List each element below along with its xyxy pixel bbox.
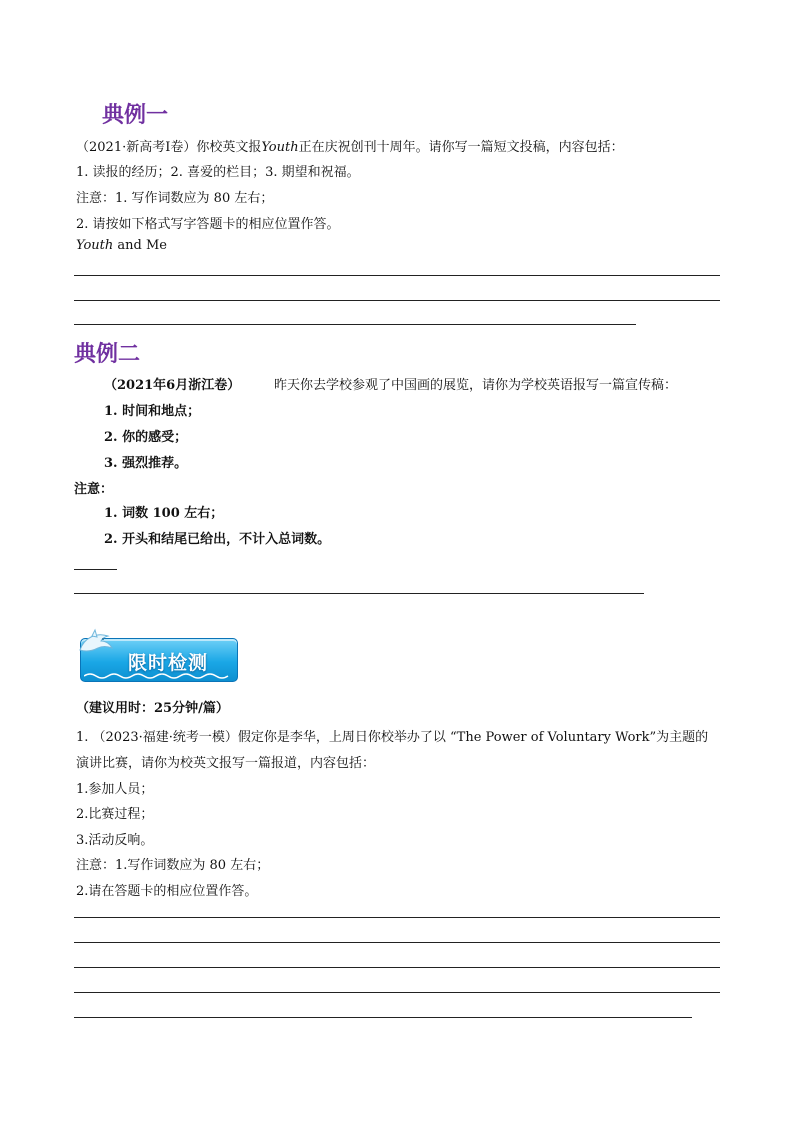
answer-line-short[interactable] [74, 569, 117, 570]
answer-line[interactable] [74, 967, 720, 968]
answer-line[interactable] [74, 1017, 692, 1018]
section-badge [76, 628, 238, 682]
badge-label: 限时检测 [127, 652, 208, 674]
example1-title [76, 238, 167, 253]
question1-item: 2.比赛过程； [76, 807, 154, 822]
answer-line[interactable] [74, 942, 720, 943]
time-advice: （建议用时：25分钟/篇） [76, 701, 229, 716]
question1-item: 1.参加人员； [76, 782, 154, 797]
title-italic: Youth [76, 238, 114, 253]
intro-italic: Youth [261, 140, 299, 155]
example1-note1: 注意：1. 写作词数应为 80 左右； [76, 191, 274, 206]
example1-note2: 2. 请按如下格式写字答题卡的相应位置作答。 [76, 217, 340, 232]
example2-note: 2. 开头和结尾已给出，不计入总词数。 [104, 532, 331, 547]
answer-line[interactable] [74, 275, 720, 276]
answer-line[interactable] [74, 593, 644, 594]
example2-item: 3. 强烈推荐。 [104, 456, 188, 471]
question1-item: 3.活动反响。 [76, 833, 154, 848]
question1-note1: 注意：1.写作词数应为 80 左右； [76, 858, 270, 873]
title-rest: and Me [113, 238, 167, 253]
answer-line[interactable] [74, 992, 720, 993]
example2-item: 2. 你的感受； [104, 430, 188, 445]
example2-note-label: 注意： [74, 482, 114, 497]
example1-points: 1. 读报的经历；2. 喜爱的栏目；3. 期望和祝福。 [76, 165, 360, 180]
answer-line[interactable] [74, 324, 636, 325]
example1-heading: 典例一 [102, 103, 169, 128]
answer-line[interactable] [74, 300, 720, 301]
question1-note2: 2.请在答题卡的相应位置作答。 [76, 884, 258, 899]
example1-intro [76, 136, 624, 155]
answer-line[interactable] [74, 917, 720, 918]
example2-prompt: 昨天你去学校参观了中国画的展览，请你为学校英语报写一篇宣传稿： [274, 378, 678, 393]
intro-text: （2021·新高考Ⅰ卷）你校英文报 [76, 140, 262, 155]
question1-line2: 演讲比赛，请你为校英文报写一篇报道，内容包括： [76, 756, 376, 771]
example2-source: （2021年6月浙江卷） [104, 378, 241, 393]
question1-line1: 1. （2023·福建·统考一模）假定你是李华，上周日你校举办了以 “The Power of Voluntary Work”为主题的 [76, 730, 709, 745]
intro-text-rest: 正在庆祝创刊十周年。请你写一篇短文投稿，内容包括： [298, 140, 624, 155]
example2-note: 1. 词数 100 左右； [104, 506, 224, 521]
example2-item: 1. 时间和地点； [104, 404, 201, 419]
example2-heading: 典例二 [74, 342, 141, 367]
